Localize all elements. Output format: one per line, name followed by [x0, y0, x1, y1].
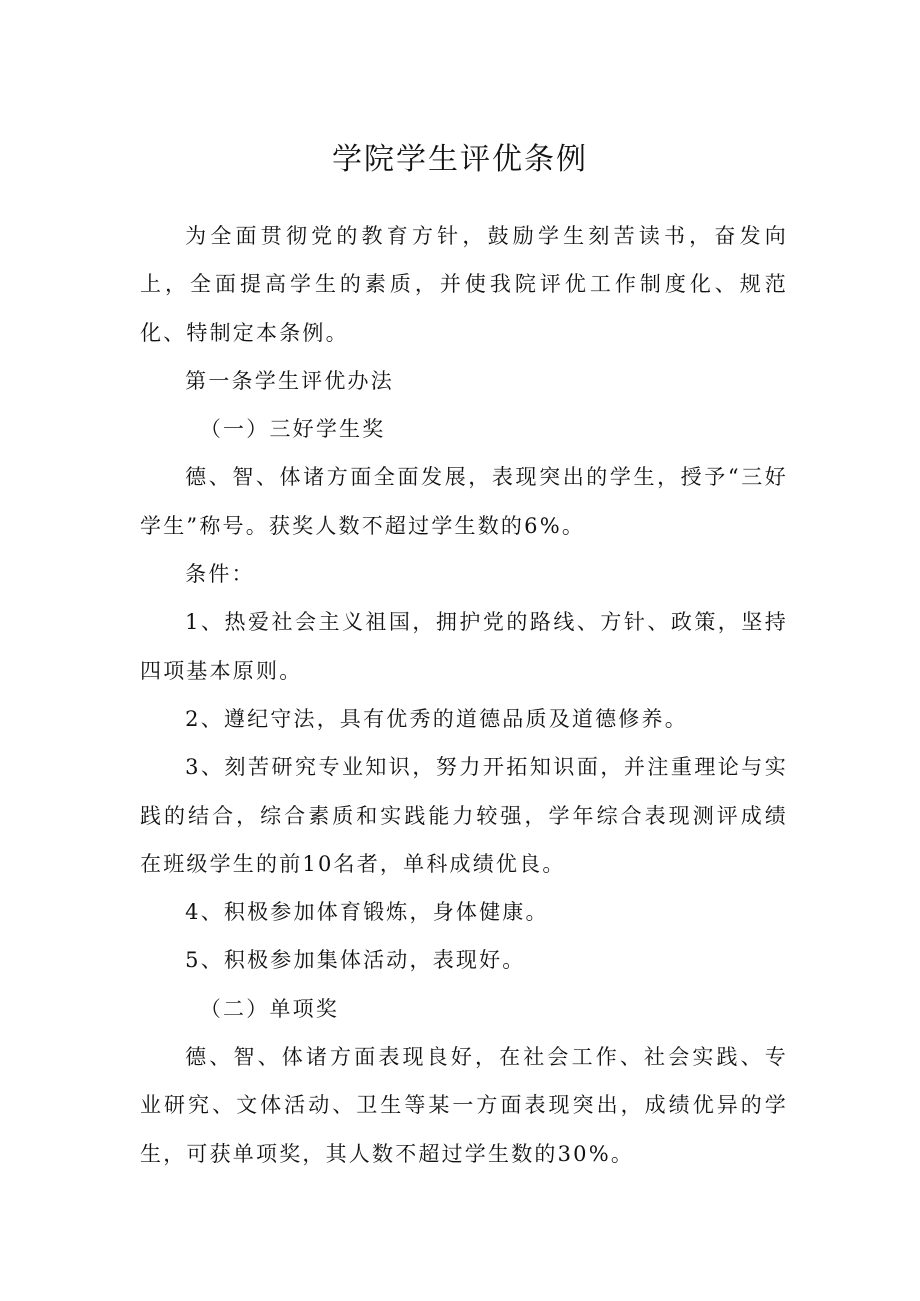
- condition-item-3: 3、刻苦研究专业知识，努力开拓知识面，并注重理论与实践的结合，综合素质和实践能力较强，学年综合表现测评成绩在班级学生的前10名者，单科成绩优良。: [140, 755, 788, 876]
- intro-paragraph: 为全面贯彻党的教育方针，鼓励学生刻苦读书，奋发向上，全面提高学生的素质，并使我院评优工作制度化、规范化、特制定本条例。: [140, 224, 788, 345]
- section-heading-three-good: （一）三好学生奖: [199, 417, 386, 442]
- condition-item-5: 5、积极参加集体活动，表现好。: [185, 948, 526, 973]
- section-heading-single-award: （二）单项奖: [199, 996, 340, 1021]
- document-body: [140, 212, 788, 1178]
- document-title: 学院学生评优条例: [332, 142, 588, 177]
- article-heading: 第一条学生评优办法: [185, 368, 394, 393]
- paragraph-three-good-description: 德、智、体诸方面全面发展，表现突出的学生，授予“三好学生”称号。获奖人数不超过学生数的6%。: [140, 465, 788, 538]
- paragraph-single-award-description: 德、智、体诸方面表现良好，在社会工作、社会实践、专业研究、文体活动、卫生等某一方面表现突出，成绩优异的学生，可获单项奖，其人数不超过学生数的30%。: [140, 1045, 788, 1166]
- condition-item-2: 2、遵纪守法，具有优秀的道德品质及道德修养。: [185, 706, 688, 731]
- condition-item-1: 1、热爱社会主义祖国，拥护党的路线、方针、政策，坚持四项基本原则。: [140, 610, 788, 683]
- conditions-label: 条件：: [185, 562, 255, 587]
- condition-item-4: 4、积极参加体育锻炼，身体健康。: [185, 900, 549, 925]
